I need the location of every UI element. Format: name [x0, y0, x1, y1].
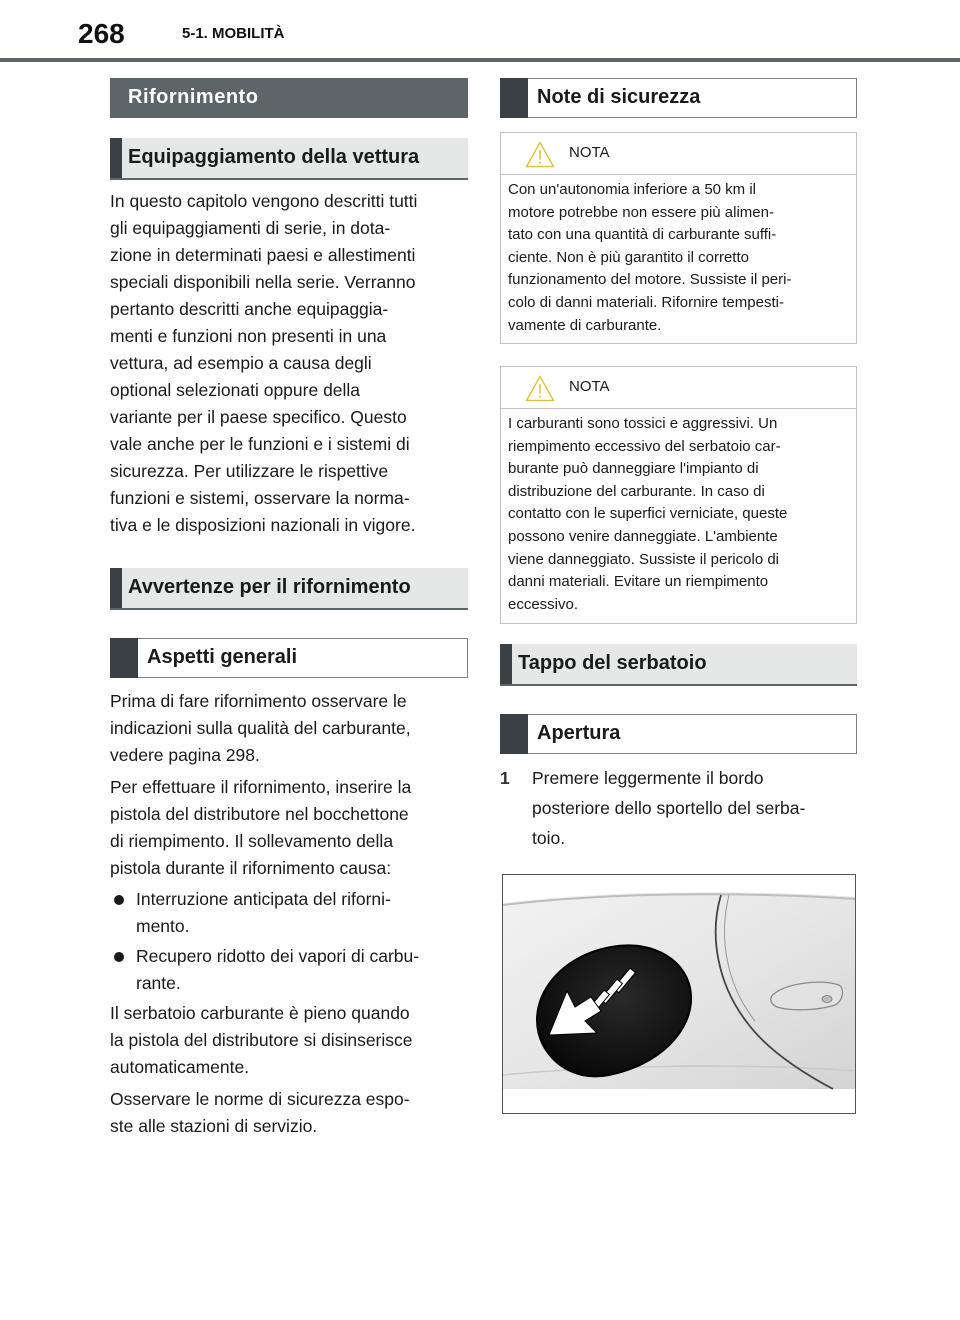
step-text [532, 763, 862, 853]
text-line: vedere pagina 298. [110, 745, 260, 765]
subsection-aspetti-generali [110, 638, 468, 678]
text-line: speciali disponibili nella serie. Verranno [110, 272, 416, 292]
heading-bar [500, 644, 512, 684]
text-line: Prima di fare rifornimento osservare le [110, 691, 407, 711]
text-line: Il serbatoio carburante è pieno quando [110, 1003, 410, 1023]
subsection-apertura [500, 714, 857, 754]
text-line: zione in determinati paesi e allestimenti [110, 245, 416, 265]
text-line: mento. [136, 916, 190, 936]
subsection-title: Avvertenze per il rifornimento [128, 576, 411, 598]
text-line: indicazioni sulla qualità del carburante, [110, 718, 411, 738]
note-label: NOTA [569, 144, 610, 161]
subsection-avvertenze [110, 568, 468, 610]
text-line: automaticamente. [110, 1057, 250, 1077]
section-title: Tappo del serbatoio [518, 652, 707, 674]
text-line: possono venire danneggiate. L'ambiente [508, 527, 778, 545]
text-line: motore potrebbe non essere più alimen- [508, 203, 774, 221]
heading-bar [110, 638, 138, 678]
text-line: rante. [136, 973, 181, 993]
text-line: variante per il paese specifico. Questo [110, 407, 407, 427]
text-line: Interruzione anticipata del riforni- [136, 889, 391, 909]
text-line: menti e funzioni non presenti in una [110, 326, 387, 346]
bullet-dot [114, 952, 124, 962]
text-line: tato con una quantità di carburante suffi- [508, 226, 777, 244]
text-line: di riempimento. Il sollevamento della [110, 831, 394, 851]
header-rule [0, 58, 960, 62]
text-line: gli equipaggiamenti di serie, in dota- [110, 218, 391, 238]
text-line: posteriore dello sportello del serba- [532, 798, 806, 818]
heading-bar [110, 568, 122, 608]
subsection-title: Aspetti generali [147, 646, 298, 668]
text-line: ciente. Non è più garantito il corretto [508, 248, 749, 266]
paragraph-serbatoio-pieno [110, 1000, 470, 1081]
text-line: la pistola del distributore si disinserisce [110, 1030, 413, 1050]
text-line: tiva e le disposizioni nazionali in vigore. [110, 515, 416, 535]
page-header [0, 0, 960, 62]
warning-note-1 [500, 132, 857, 344]
paragraph-equipaggiamento [110, 188, 470, 539]
fuel-flap-drawing [503, 875, 856, 1114]
section-title-rifornimento [110, 78, 468, 118]
section-title-text: Rifornimento [128, 86, 259, 108]
text-line: Con un'autonomia inferiore a 50 km il [508, 181, 756, 198]
text-line: danni materiali. Evitare un riempimento [508, 573, 769, 591]
page-number: 268 [78, 18, 125, 49]
text-line: riempimento eccessivo del serbatoio car- [508, 437, 781, 455]
text-line: vale anche per le funzioni e i sistemi di [110, 434, 410, 454]
text-line: I carburanti sono tossici e aggressivi. Un [508, 415, 778, 432]
text-line: vettura, ad esempio a causa degli [110, 353, 372, 373]
section-tappo-serbatoio [500, 644, 857, 686]
text-line: ste alle stazioni di servizio. [110, 1116, 318, 1136]
instruction-step-1 [500, 763, 860, 859]
text-line: Per effettuare il rifornimento, inserire la [110, 777, 412, 797]
text-line: contatto con le superfici verniciate, queste [508, 505, 788, 523]
section-note-sicurezza [500, 78, 857, 118]
text-line: sicurezza. Per utilizzare le rispettive [110, 461, 389, 481]
subsection-title: Equipaggiamento della vettura [128, 146, 420, 168]
bullet-item [112, 886, 468, 940]
note-body [501, 409, 856, 616]
text-line: Osservare le norme di sicurezza espo- [110, 1089, 410, 1109]
paragraph-norme [110, 1086, 470, 1140]
bullet-dot [114, 895, 124, 905]
warning-triangle-icon [525, 375, 555, 402]
text-line: funzioni e sistemi, osservare la norma- [110, 488, 410, 508]
text-line: colo di danni materiali. Rifornire tempesti- [508, 293, 784, 311]
subsection-title: Apertura [537, 722, 621, 744]
warning-note-2 [500, 366, 857, 624]
step-number: 1 [500, 768, 510, 788]
text-line: viene danneggiato. Sussiste il pericolo di [508, 550, 780, 568]
paragraph-pistola [110, 774, 470, 882]
text-line: burante può danneggiare l'impianto di [508, 460, 759, 478]
text-line: toio. [532, 828, 566, 848]
text-line: Premere leggermente il bordo [532, 768, 764, 788]
note-body [501, 175, 856, 337]
note-label: NOTA [569, 378, 610, 395]
subsection-equipaggiamento [110, 138, 468, 180]
fuel-flap-illustration [502, 874, 856, 1114]
note-header [501, 367, 856, 409]
text-line: pertanto descritti anche equipaggia- [110, 299, 389, 319]
heading-bar [500, 78, 528, 118]
section-title: Note di sicurezza [537, 86, 701, 108]
text-line: Recupero ridotto dei vapori di carbu- [136, 946, 420, 966]
text-line: funzionamento del motore. Sussiste il peri- [508, 271, 792, 289]
text-line: pistola del distributore nel bocchettone [110, 804, 409, 824]
section-reference: 5-1. MOBILITÀ [182, 25, 285, 42]
paragraph-qualita [110, 688, 470, 769]
text-line: vamente di carburante. [508, 316, 662, 334]
note-header [501, 133, 856, 175]
text-line: distribuzione del carburante. In caso di [508, 482, 765, 500]
text-line: In questo capitolo vengono descritti tutti [110, 191, 418, 211]
text-line: eccessivo. [508, 595, 579, 613]
heading-bar [500, 714, 528, 754]
warning-triangle-icon [525, 141, 555, 168]
heading-bar [110, 138, 122, 178]
text-line: optional selezionati oppure della [110, 380, 361, 400]
bullet-item [112, 943, 468, 997]
text-line: pistola durante il rifornimento causa: [110, 858, 392, 878]
